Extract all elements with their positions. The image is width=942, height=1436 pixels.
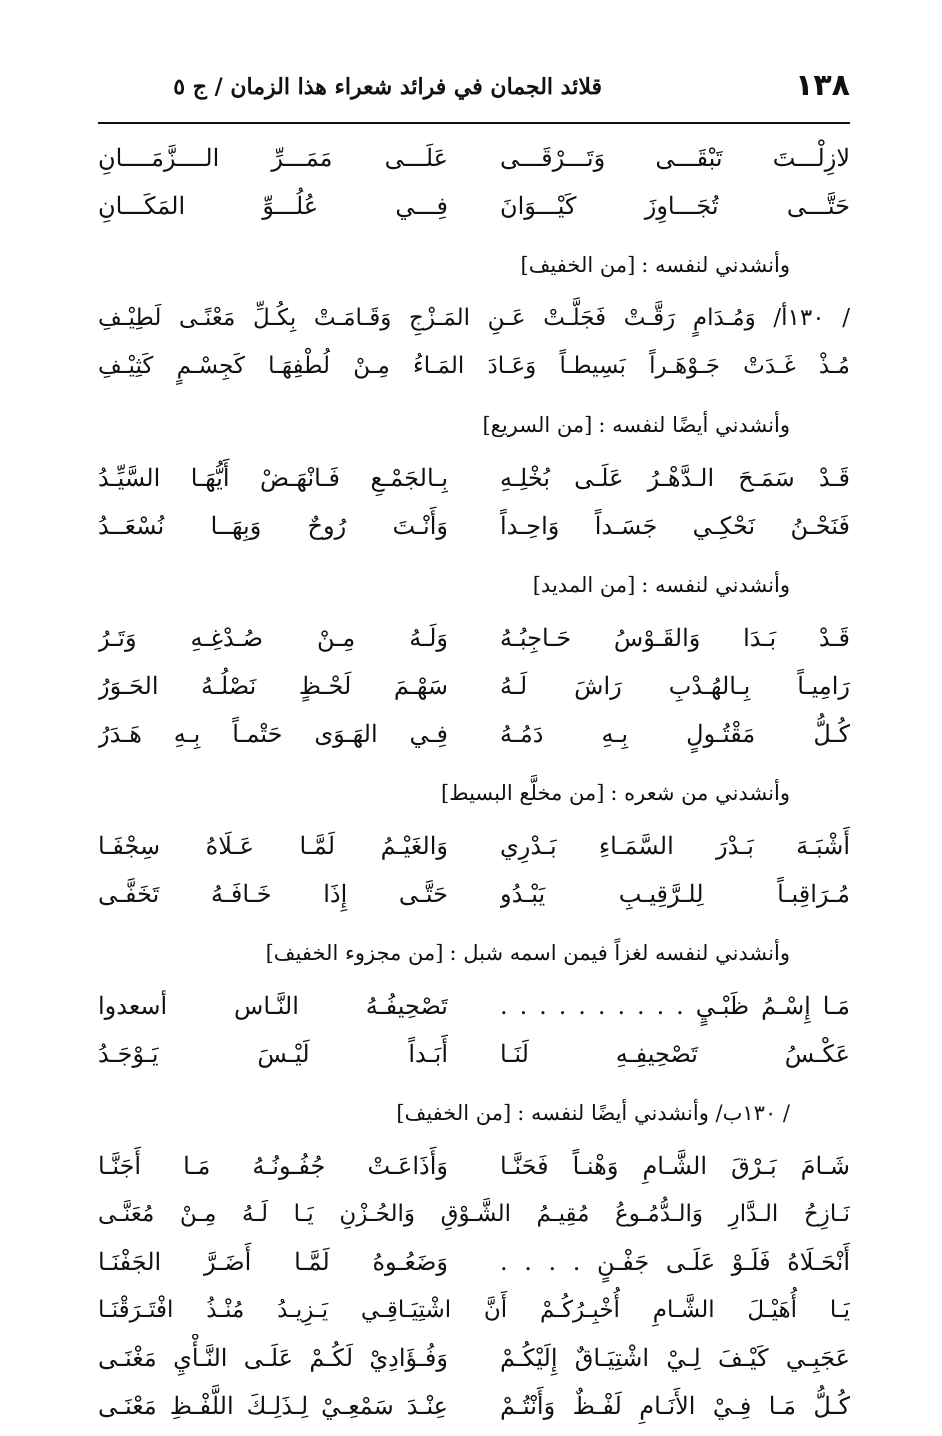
verse-line: نَـازِحُ الـدَّارِ وَالـدُّمُـوعُ مُقِيـمُ الشَّـوْقِ وَالحُـزْنِ يَـا لَـهُ مِـنْ مُعَنَّـى (98, 1201, 850, 1227)
verse-second-hemistich: وَضَعُـوهُ لَمَّـا أَضَـرَّ الجَفْنَـا (98, 1248, 448, 1276)
verse-line (98, 182, 850, 230)
section-intro (98, 924, 850, 982)
verse-line (98, 1030, 850, 1078)
verse-line (98, 614, 850, 662)
verse-line: مُـذْ غَـدَتْ جَـوْهَـراً بَسِيطـاً وَعَـادَ المَـاءُ مِـنْ لُطْفِهَـا كَجِسْـمٍ كَثِيْـفِ (98, 353, 850, 379)
verse-line: يَـا أُهَيْـلَ الشَّـامِ أُخْبِـرُكُـمْ أَنَّ اشْتِيَـاقِـي يَـزِيـدُ مُنْـذُ افْتَـرَقْنَـا (98, 1297, 850, 1323)
verse-first-hemistich: عَجَبِـي كَيْـفَ لِـيْ اشْتِيَـاقٌ إِلَيْكُـمْ (500, 1344, 850, 1372)
poem-body (98, 134, 850, 1436)
intro-text: وأنشدني أيضًا لنفسه : (598, 413, 790, 437)
verse-second-hemistich: فِـــي عُلُـــوِّ المَكَـــانِ (98, 192, 448, 220)
verse-line (98, 502, 850, 550)
poem-section (98, 396, 850, 556)
verse-second-hemistich: بِـالجَمْـعِ فَـانْهَـضْ أَيُّهَـا السَّيِّـدُ (98, 464, 448, 492)
verse-second-hemistich: سَهْـمَ لَحْـظٍ نَصْلُـهُ الحَـوَرُ (98, 672, 448, 700)
verse-line (98, 662, 850, 710)
verse-line (98, 1142, 850, 1190)
section-gap (98, 1430, 850, 1436)
intro-text: وأنشدني لنفسه : (641, 253, 790, 277)
poem-section (98, 236, 850, 396)
verse-second-hemistich: وَلَـهُ مِـنْ صُـدْغِـهِ وَتَـرُ (98, 624, 448, 652)
verse-line (98, 870, 850, 918)
section-intro (98, 556, 850, 614)
verse-first-hemistich: حَتَّـــى تُجَـــاوِزَ كَيْـــوَانَ (500, 192, 850, 220)
poem-section (98, 924, 850, 1084)
verse-line (98, 822, 850, 870)
verse-first-hemistich: أَنْحَـلَاهُ فَلَـوْ عَلَـى جَفْـنٍ . . . . (500, 1248, 850, 1276)
section-intro (98, 764, 850, 822)
verse-second-hemistich: وَأَنْـتَ رُوحٌ وَبِهَــا نُسْعَــدُ (98, 512, 448, 540)
meter-label: [من مجزوء الخفيف] (265, 941, 444, 965)
verse-second-hemistich: أَبَـداً لَيْـسَ يَـوْجَـدُ (98, 1040, 448, 1068)
meter-label: [من الخفيف] (520, 253, 636, 277)
poem-section (98, 764, 850, 924)
verse-first-hemistich: رَامِيـاً بِـالهُـدْبِ رَاشَ لَـهُ (500, 672, 850, 700)
page-header (98, 62, 850, 122)
meter-label: [من الخفيف] (396, 1101, 512, 1125)
intro-text: وأنشدني لنفسه لغزاً فيمن اسمه شبل : (449, 941, 790, 965)
meter-label: [من السريع] (482, 413, 593, 437)
verse-line (98, 454, 850, 502)
verse-first-hemistich: أَشْبَـهَ بَـدْرَ السَّمَـاءِ بَـدْرِي (500, 832, 850, 860)
verse-line (98, 134, 850, 182)
verse-second-hemistich: فِـي الهَـوَى حَتْمـاً بِـهِ هَـدَرُ (98, 720, 448, 748)
meter-label: [من مخلَّع البسيط] (440, 781, 605, 805)
verse-first-hemistich: كُـلُّ مَـا فِـيْ الأَنَـامِ لَفْـظٌ وَأَنْتُـمْ (500, 1392, 850, 1420)
verse-first-hemistich: مُـرَاقِبـاً لِلـرَّقِيـبِ يَبْـدُو (500, 880, 850, 908)
verse-first-hemistich: قَـدْ سَمَـحَ الـدَّهْـرُ عَلَـى بُخْلِـهِ (500, 464, 850, 492)
header-rule (98, 122, 850, 124)
verse-second-hemistich: وَأَذَاعَـتْ جُفُـونُـهُ مَـا أَجَنَّـا (98, 1152, 448, 1180)
verse-second-hemistich: حَتَّـى إِذَا خَـافَـهُ تَخَفَّـى (98, 880, 448, 908)
intro-text: وأنشدني من شعره : (610, 781, 790, 805)
verse-first-hemistich: قَـدْ بَـدَا وَالقَـوْسُ حَـاجِبُـهُ (500, 624, 850, 652)
section-intro (98, 396, 850, 454)
section-intro (98, 236, 850, 294)
verse-line (98, 710, 850, 758)
poem-section (98, 556, 850, 764)
verse-line: / ١٣٠أ/ وَمُـدَامٍ رَقَّـتْ فَجَلَّـتْ عَـنِ المَـزْجِ وَقَـامَـتْ بِكُـلِّ مَعْنًـى لَطِيْـفِ (98, 305, 850, 331)
section-intro (98, 1084, 850, 1142)
running-title: قلائد الجمان في فرائد شعراء هذا الزمان / ج ٥ (173, 74, 602, 100)
poem-section (98, 134, 850, 236)
verse-line (98, 1238, 850, 1286)
verse-first-hemistich: شَـامَ بَـرْقَ الشَّـامِ وَهْنـاً فَحَنَّـا (500, 1152, 850, 1180)
verse-second-hemistich: وَفُـؤَادِيْ لَكُـمْ عَلَـى النَّـأْيِ مَغْنَـى (98, 1344, 448, 1372)
verse-second-hemistich: عَلَـــى مَمَـــرِّ الــــزَّمَــــانِ (98, 144, 448, 172)
verse-first-hemistich: كُـلُّ مَقْتُـولٍ بِـهِ دَمُـهُ (500, 720, 850, 748)
verse-second-hemistich: وَالغَيْـمُ لَمَّـا عَـلَاهُ سِجْفَـا (98, 832, 448, 860)
intro-text: وأنشدني لنفسه : (641, 573, 790, 597)
verse-first-hemistich: لازِلْـــتَ تَبْقَـــى وَتَـــرْقَـــى (500, 144, 850, 172)
verse-second-hemistich: عِنْـدَ سَمْعِـيْ لِـذَلِـكَ اللَّفْـظِ مَعْنَـى (98, 1392, 448, 1420)
intro-text: / ١٣٠ب/ وأنشدني أيضًا لنفسه : (517, 1101, 790, 1125)
verse-first-hemistich: مَـا إِسْـمُ ظَبْـيٍ . . . . . . . . . . (500, 992, 850, 1020)
verse-line (98, 1382, 850, 1430)
verse-first-hemistich: عَكْـسُ تَصْحِيفِـهِ لَنَـا (500, 1040, 850, 1068)
page-number: ١٣٨ (795, 68, 850, 103)
verse-second-hemistich: تَصْحِيفُـهُ النَّـاس أسعدوا (98, 992, 448, 1020)
verse-line (98, 982, 850, 1030)
meter-label: [من المديد] (532, 573, 636, 597)
verse-line (98, 1334, 850, 1382)
poem-section (98, 1084, 850, 1436)
verse-first-hemistich: فَنَحْـنُ نَحْكِـي جَسَـداً وَاحِـداً (500, 512, 850, 540)
